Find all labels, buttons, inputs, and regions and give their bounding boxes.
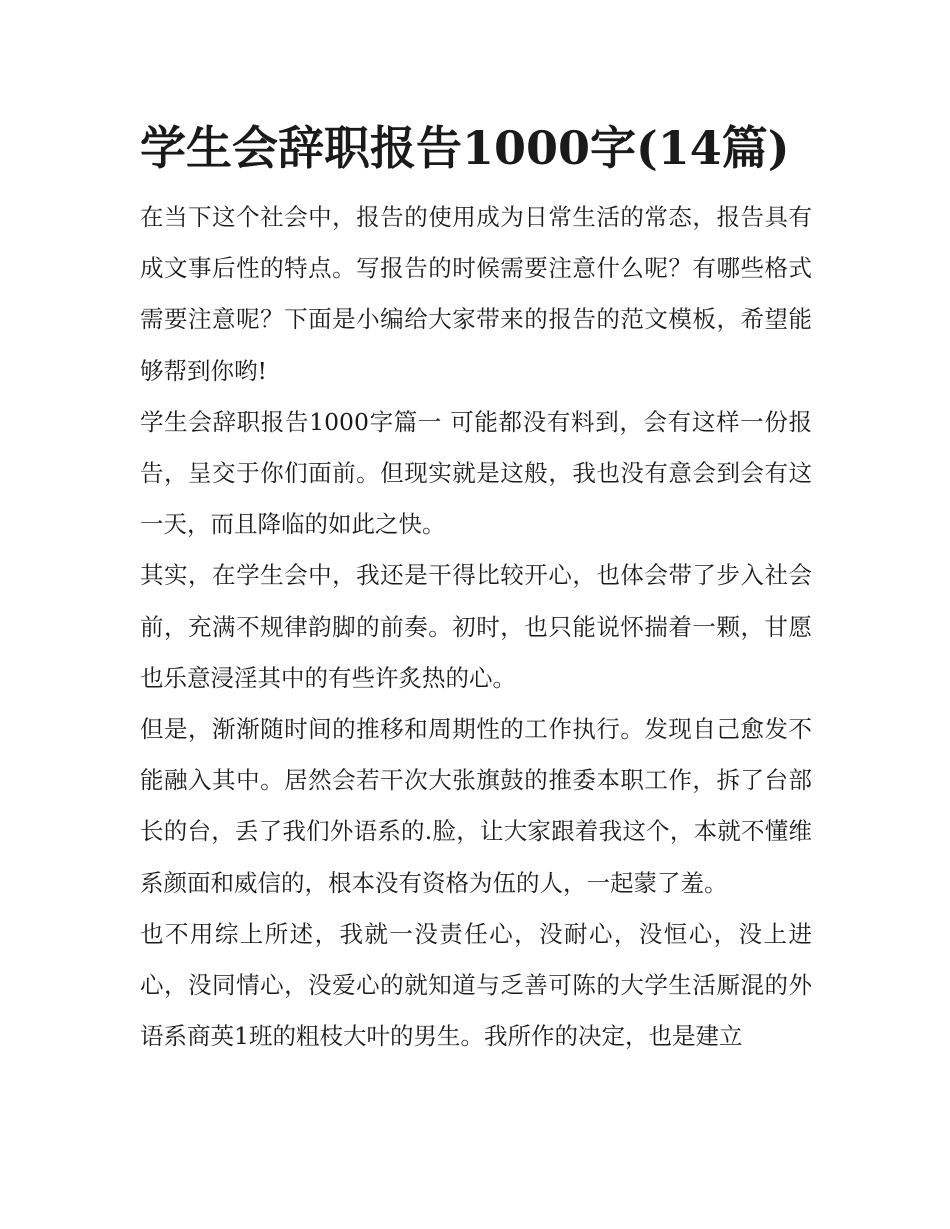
body-paragraph: 其实，在学生会中，我还是干得比较开心，也体会带了步入社会前，充满不规律韵脚的前奏。初时，也只能说怀揣着一颗，甘愿也乐意浸淫其中的有些许炙热的心。 [140, 561, 812, 692]
body-paragraph: 学生会辞职报告1000字篇一 可能都没有料到，会有这样一份报告，呈交于你们面前。但现实就是这般，我也没有意会到会有这一天，而且降临的如此之快。 [140, 407, 812, 539]
body-paragraph: 但是，渐渐随时间的推移和周期性的工作执行。发现自己愈发不能融入其中。居然会若干次大张旗鼓的推委本职工作，拆了台部长的台，丢了我们外语系的.脸，让大家跟着我这个，本就不懂维系颜面和威信的，根本没有资格为伍的人，一起蒙了羞。 [140, 715, 812, 897]
intro-paragraph: 在当下这个社会中，报告的使用成为日常生活的常态，报告具有成文事后性的特点。写报告的时候需要注意什么呢？有哪些格式需要注意呢？下面是小编给大家带来的报告的范文模板，希望能够帮到你哟! [140, 203, 812, 385]
document-title: 学生会辞职报告1000字(14篇) [140, 121, 790, 175]
body-paragraph: 也不用综上所述，我就一没责任心，没耐心，没恒心，没上进心，没同情心，没爱心的就知道与乏善可陈的大学生活厮混的外语系商英1班的粗枝大叶的男生。我所作的决定，也是建立 [140, 919, 812, 1051]
document-page [140, 112, 812, 1062]
